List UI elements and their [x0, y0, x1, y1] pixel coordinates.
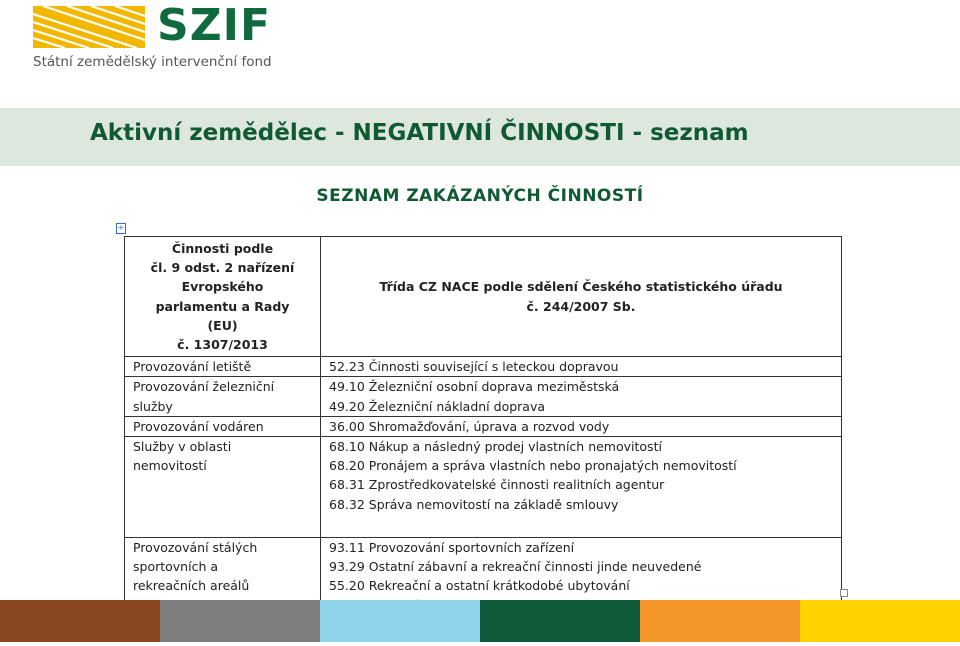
table-move-handle-icon[interactable]: +	[117, 223, 125, 232]
nace-cell	[321, 416, 842, 436]
table-row	[125, 437, 842, 538]
header-activities-line: parlamentu a Rady	[155, 298, 290, 314]
header-activities-line: (EU)	[207, 317, 238, 333]
footer-stripe	[160, 600, 320, 642]
nace-cell	[321, 377, 842, 416]
nace-cell	[321, 437, 842, 538]
page-subtitle: SEZNAM ZAKÁZANÝCH ČINNOSTÍ	[316, 186, 644, 206]
activity-text: služby	[133, 398, 173, 414]
nace-text: 52.23 Činnosti související s leteckou dopravou	[329, 359, 619, 375]
nace-cell	[321, 357, 842, 377]
table-row	[125, 416, 842, 436]
activity-text: Provozování železniční	[133, 379, 275, 395]
activity-text: Provozování letiště	[133, 359, 252, 375]
footer-stripe	[800, 600, 960, 642]
page-title: Aktivní zemědělec - NEGATIVNÍ ČINNOSTI - seznam	[90, 120, 749, 146]
activity-text: rekreačních areálů	[133, 578, 250, 594]
footer-stripe	[320, 600, 480, 642]
szif-logo	[33, 0, 293, 72]
forbidden-activities-table	[124, 236, 842, 616]
activity-text: Služby v oblasti	[133, 439, 232, 455]
activity-cell	[125, 377, 321, 416]
activity-text: nemovitostí	[133, 458, 207, 474]
header-activities	[125, 237, 321, 357]
nace-text: 68.32 Správa nemovitostí na základě smlouvy	[329, 496, 619, 512]
nace-text: 93.11 Provozování sportovních zařízení	[329, 540, 575, 556]
table-row	[125, 357, 842, 377]
activity-cell	[125, 357, 321, 377]
nace-text: 93.29 Ostatní zábavní a rekreační činnosti jinde neuvedené	[329, 559, 702, 575]
activity-text: sportovních a	[133, 559, 219, 575]
footer-stripe	[480, 600, 640, 642]
logo-name: SZIF	[157, 0, 272, 51]
nace-text: 49.10 Železniční osobní doprava meziměstská	[329, 379, 620, 395]
header-nace	[321, 237, 842, 357]
nace-text: 68.20 Pronájem a správa vlastních nebo pronajatých nemovitostí	[329, 458, 737, 474]
szif-logo-mark-icon	[33, 6, 145, 48]
footer-color-stripes	[0, 600, 960, 642]
header-activities-line: Evropského	[181, 279, 264, 295]
logo-subtitle: Státní zemědělský intervenční fond	[33, 54, 272, 70]
header-nace-line: Třída CZ NACE podle sdělení Českého statistického úřadu	[379, 279, 783, 295]
footer-stripe	[0, 600, 160, 642]
nace-text: 49.20 Železniční nákladní doprava	[329, 398, 546, 414]
header-activities-line: čl. 9 odst. 2 nařízení	[150, 260, 295, 276]
activity-text: Provozování vodáren	[133, 418, 264, 434]
nace-text: 68.31 Zprostředkovatelské činnosti realitních agentur	[329, 477, 665, 493]
nace-text: 36.00 Shromažďování, úprava a rozvod vody	[329, 418, 610, 434]
nace-text: 68.10 Nákup a následný prodej vlastních nemovitostí	[329, 439, 662, 455]
nace-text: 55.20 Rekreační a ostatní krátkodobé ubytování	[329, 578, 630, 594]
header-nace-line: č. 244/2007 Sb.	[526, 298, 636, 314]
table-header-row	[125, 237, 842, 357]
table-resize-handle[interactable]	[840, 589, 848, 597]
table-row	[125, 377, 842, 416]
footer-stripe	[640, 600, 800, 642]
activity-text: Provozování stálých	[133, 540, 258, 556]
activity-cell	[125, 437, 321, 538]
header-activities-line: č. 1307/2013	[177, 337, 268, 353]
activity-cell	[125, 416, 321, 436]
header-activities-line: Činnosti podle	[171, 241, 274, 256]
